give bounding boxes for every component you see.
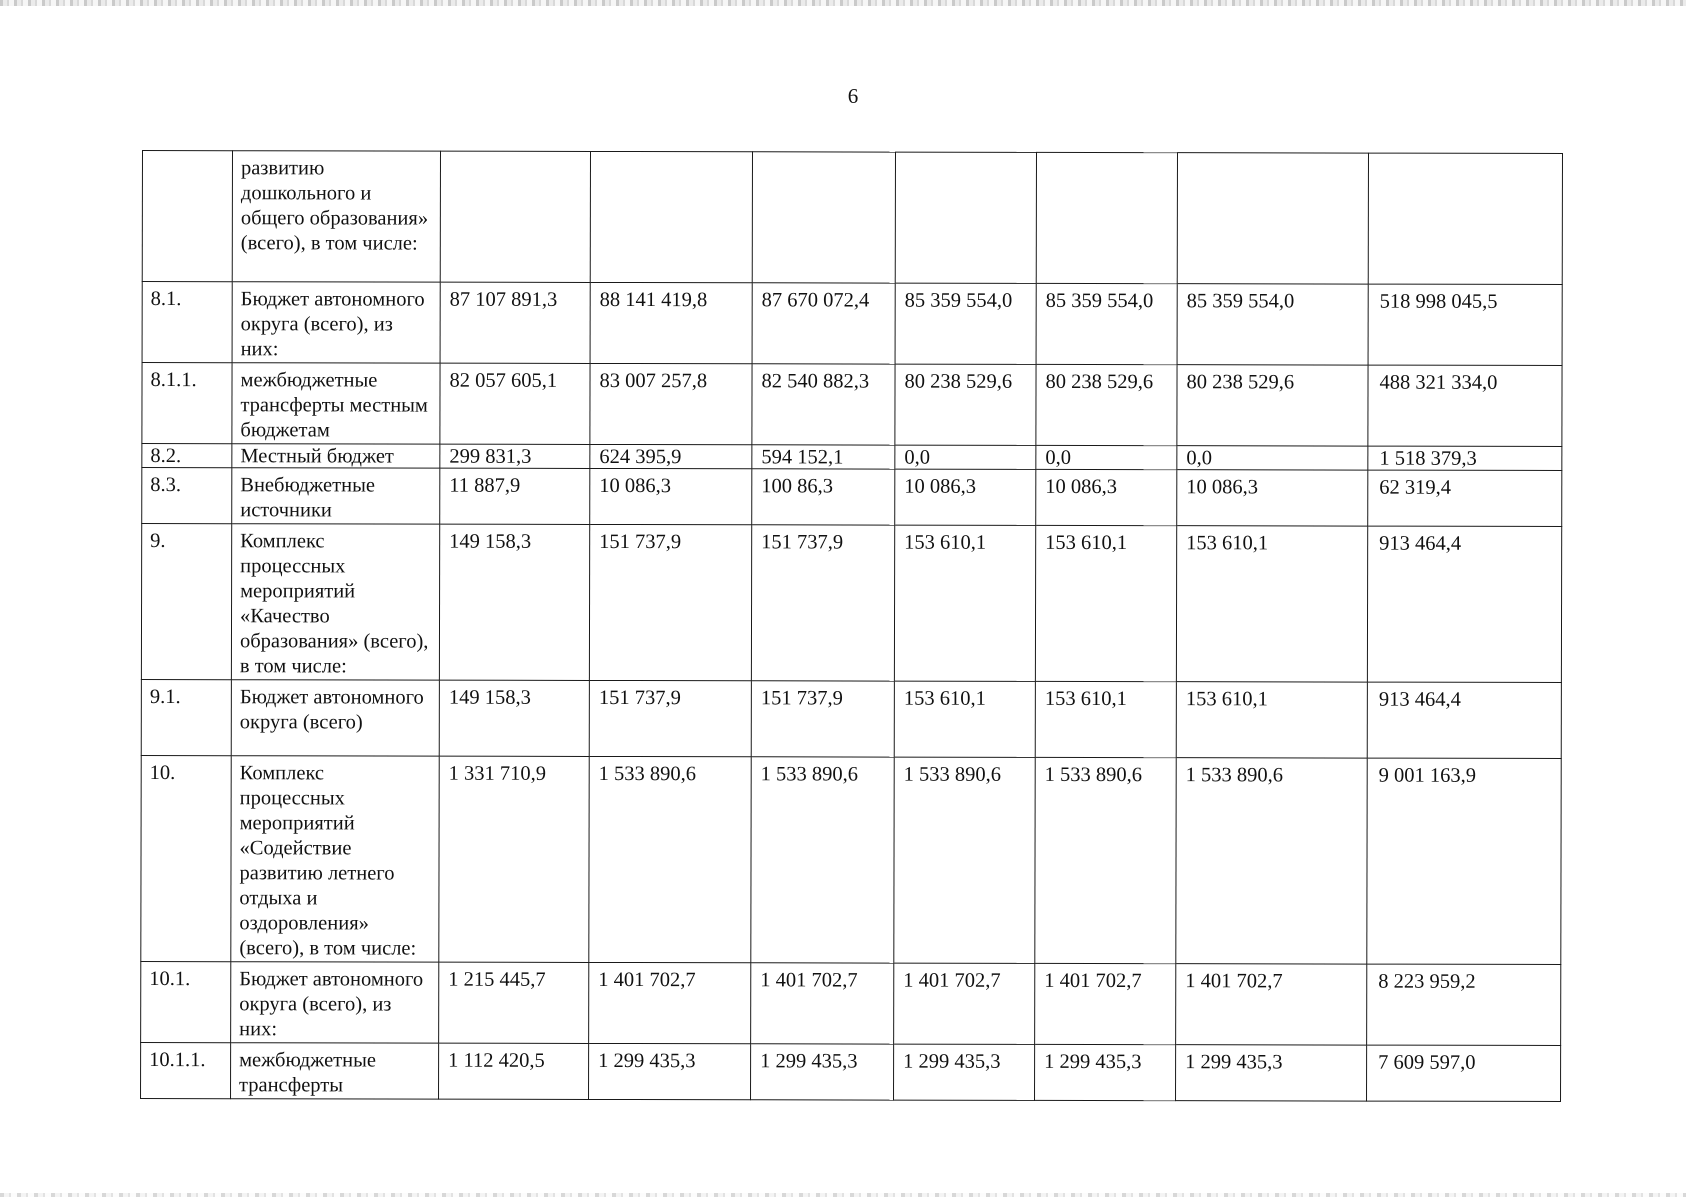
value-cell: 149 158,3 (439, 680, 589, 756)
value-cell: 1 112 420,5 (439, 1043, 589, 1099)
value-cell: 1 533 890,6 (1176, 758, 1367, 964)
value-cell: 0,0 (1036, 445, 1177, 469)
value-cell: 1 533 890,6 (589, 756, 751, 962)
value-cell: 10 086,3 (1177, 470, 1368, 526)
value-cell: 87 670 072,4 (752, 283, 895, 364)
value-cell: 82 057 605,1 (440, 363, 590, 444)
value-cell: 1 299 435,3 (1035, 1044, 1176, 1100)
row-code: 9.1. (141, 679, 231, 755)
value-cell: 624 395,9 (590, 444, 752, 468)
value-cell: 1 533 890,6 (894, 757, 1035, 963)
table-row (142, 444, 1562, 471)
value-cell (590, 151, 752, 282)
value-cell (752, 152, 895, 283)
value-cell: 0,0 (1177, 446, 1368, 470)
table-row (141, 755, 1561, 964)
row-code: 10.1. (141, 961, 231, 1042)
value-cell: 85 359 554,0 (1036, 283, 1177, 364)
total-cell: 1 518 379,3 (1368, 446, 1562, 470)
row-name: развитию дошкольного и общего образования» (всего), в том числе: (232, 151, 440, 282)
value-cell: 80 238 529,6 (895, 364, 1036, 445)
value-cell: 151 737,9 (589, 680, 751, 756)
value-cell: 153 610,1 (894, 525, 1035, 681)
total-cell: 8 223 959,2 (1367, 964, 1561, 1045)
value-cell: 10 086,3 (590, 468, 752, 524)
value-cell: 1 299 435,3 (589, 1043, 751, 1099)
scan-edge-top (0, 0, 1686, 6)
row-code: 8.2. (142, 444, 232, 468)
total-cell: 913 464,4 (1367, 526, 1561, 682)
table-row (142, 282, 1562, 366)
budget-table (140, 150, 1563, 1102)
value-cell: 299 831,3 (440, 444, 590, 468)
value-cell: 1 401 702,7 (589, 962, 751, 1043)
value-cell: 1 401 702,7 (1035, 963, 1176, 1044)
row-name: Бюджет автономного округа (всего) (231, 680, 439, 756)
value-cell: 153 610,1 (1176, 682, 1367, 758)
value-cell (1036, 152, 1177, 283)
value-cell: 1 331 710,9 (439, 756, 589, 962)
value-cell (895, 152, 1036, 283)
value-cell: 1 401 702,7 (894, 963, 1035, 1044)
row-code: 10. (141, 755, 231, 961)
row-name: Бюджет автономного округа (всего), из них: (232, 282, 440, 363)
value-cell: 1 533 890,6 (751, 757, 894, 963)
total-cell (1368, 153, 1562, 284)
table-row (141, 524, 1561, 683)
value-cell: 1 215 445,7 (439, 962, 589, 1043)
table-row (141, 1042, 1561, 1101)
row-name: Бюджет автономного округа (всего), из них: (231, 962, 439, 1043)
value-cell: 10 086,3 (895, 469, 1036, 525)
value-cell: 153 610,1 (894, 681, 1035, 757)
value-cell: 153 610,1 (1035, 681, 1176, 757)
row-name: межбюджетные трансферты местным бюджетам (232, 363, 440, 444)
table-row (142, 363, 1562, 447)
value-cell: 1 299 435,3 (894, 1044, 1035, 1100)
value-cell: 85 359 554,0 (1177, 284, 1368, 365)
scan-edge-bottom (0, 1193, 1686, 1197)
value-cell: 85 359 554,0 (895, 283, 1036, 364)
value-cell: 80 238 529,6 (1177, 365, 1368, 446)
value-cell: 153 610,1 (1035, 525, 1176, 681)
value-cell: 11 887,9 (440, 468, 590, 524)
table-row (142, 151, 1562, 285)
row-name: межбюджетные трансферты (231, 1043, 439, 1099)
value-cell: 151 737,9 (751, 681, 894, 757)
value-cell: 83 007 257,8 (590, 363, 752, 444)
page-number: 6 (847, 84, 859, 108)
value-cell: 82 540 882,3 (752, 364, 895, 445)
value-cell: 1 401 702,7 (1176, 964, 1367, 1045)
row-name: Комплекс процессных мероприятий «Содействие развитию летнего отдыха и оздоровления» (всего), в том числе: (231, 756, 439, 962)
value-cell: 153 610,1 (1176, 526, 1367, 682)
value-cell: 149 158,3 (439, 524, 589, 680)
total-cell: 518 998 045,5 (1368, 284, 1562, 365)
row-code: 10.1.1. (141, 1042, 231, 1098)
total-cell: 913 464,4 (1367, 682, 1561, 758)
value-cell: 80 238 529,6 (1036, 364, 1177, 445)
value-cell (1177, 153, 1368, 284)
row-code: 8.1. (142, 282, 232, 363)
value-cell: 151 737,9 (589, 524, 751, 680)
row-name: Внебюджетные источники (232, 468, 440, 524)
value-cell: 10 086,3 (1036, 469, 1177, 525)
value-cell: 1 299 435,3 (1176, 1045, 1367, 1101)
value-cell: 1 533 890,6 (1035, 757, 1176, 963)
row-code: 8.1.1. (142, 363, 232, 444)
row-code: 9. (141, 524, 231, 680)
value-cell (440, 151, 590, 282)
row-code (142, 151, 232, 282)
row-name: Местный бюджет (232, 444, 440, 468)
table-row (141, 679, 1561, 758)
row-code: 8.3. (142, 468, 232, 524)
value-cell: 594 152,1 (752, 445, 895, 469)
value-cell: 100 86,3 (752, 469, 895, 525)
value-cell: 1 299 435,3 (751, 1044, 894, 1100)
value-cell: 1 401 702,7 (751, 963, 894, 1044)
value-cell: 88 141 419,8 (590, 282, 752, 363)
total-cell: 7 609 597,0 (1367, 1045, 1561, 1101)
total-cell: 488 321 334,0 (1368, 365, 1562, 446)
table-row (141, 961, 1561, 1045)
row-name: Комплекс процессных мероприятий «Качество образования» (всего), в том числе: (231, 524, 439, 680)
total-cell: 62 319,4 (1368, 470, 1562, 526)
value-cell: 87 107 891,3 (440, 282, 590, 363)
value-cell: 151 737,9 (751, 525, 894, 681)
table-row (142, 468, 1562, 527)
total-cell: 9 001 163,9 (1367, 758, 1561, 964)
value-cell: 0,0 (895, 445, 1036, 469)
